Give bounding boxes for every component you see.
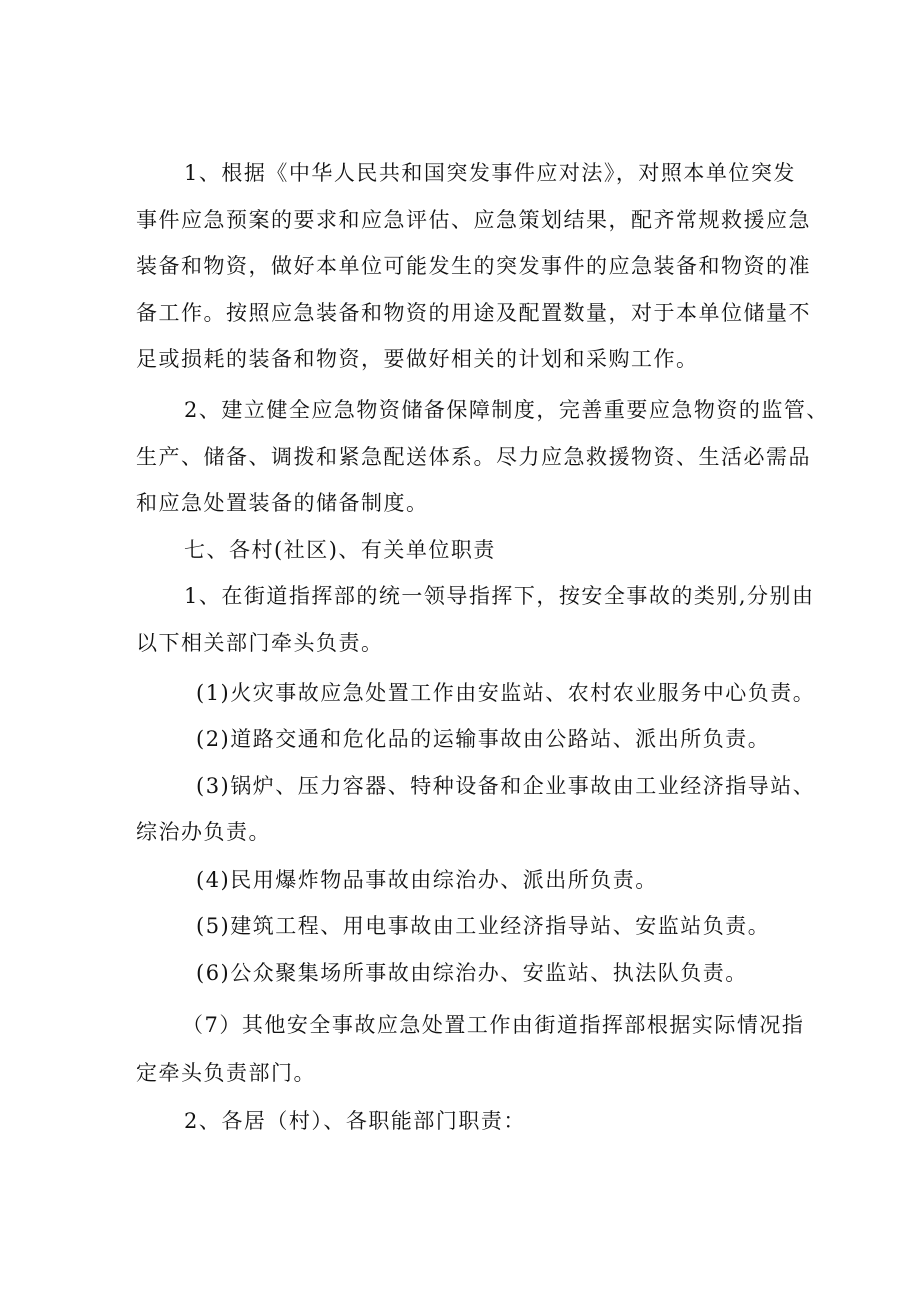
text-line: 定牵头负责部门。 bbox=[136, 1061, 316, 1085]
text-line: 2、各居（村）、各职能部门职责： bbox=[184, 1109, 526, 1133]
list-item: (4)民用爆炸物品事故由综治办、派出所负责。 bbox=[196, 868, 658, 892]
section-heading: 七、各村(社区)、有关单位职责 bbox=[184, 538, 496, 562]
text-line: 和应急处置装备的储备制度。 bbox=[136, 491, 429, 515]
list-item: （7）其他安全事故应急处置工作由街道指挥部根据实际情况指 bbox=[182, 1013, 805, 1037]
list-item: (3)锅炉、压力容器、特种设备和企业事故由工业经济指导站、 bbox=[196, 774, 816, 798]
text-line: 综治办负责。 bbox=[136, 820, 271, 844]
text-line: 以下相关部门牵头负责。 bbox=[136, 631, 384, 655]
text-line: 事件应急预案的要求和应急评估、应急策划结果，配齐常规救援应急 bbox=[136, 208, 811, 232]
list-item: (6)公众聚集场所事故由综治办、安监站、执法队负责。 bbox=[196, 961, 748, 985]
list-item: (5)建筑工程、用电事故由工业经济指导站、安监站负责。 bbox=[196, 914, 771, 938]
text-line: 1、根据《中华人民共和国突发事件应对法》，对照本单位突发 bbox=[184, 161, 796, 185]
list-item: (1)火灾事故应急处置工作由安监站、农村农业服务中心负责。 bbox=[196, 681, 816, 705]
text-line: 装备和物资，做好本单位可能发生的突发事件的应急装备和物资的准 bbox=[136, 254, 811, 278]
text-line: 足或损耗的装备和物资，要做好相关的计划和采购工作。 bbox=[136, 347, 699, 371]
text-line: 1、在街道指挥部的统一领导指挥下，按安全事故的类别,分别由 bbox=[184, 584, 815, 608]
text-line: 备工作。按照应急装备和物资的用途及配置数量，对于本单位储量不 bbox=[136, 301, 811, 325]
list-item: (2)道路交通和危化品的运输事故由公路站、派出所负责。 bbox=[196, 727, 771, 751]
text-line: 2、建立健全应急物资储备保障制度，完善重要应急物资的监管、 bbox=[184, 398, 829, 422]
text-line: 生产、储备、调拨和紧急配送体系。尽力应急救援物资、生活必需品 bbox=[136, 445, 811, 469]
